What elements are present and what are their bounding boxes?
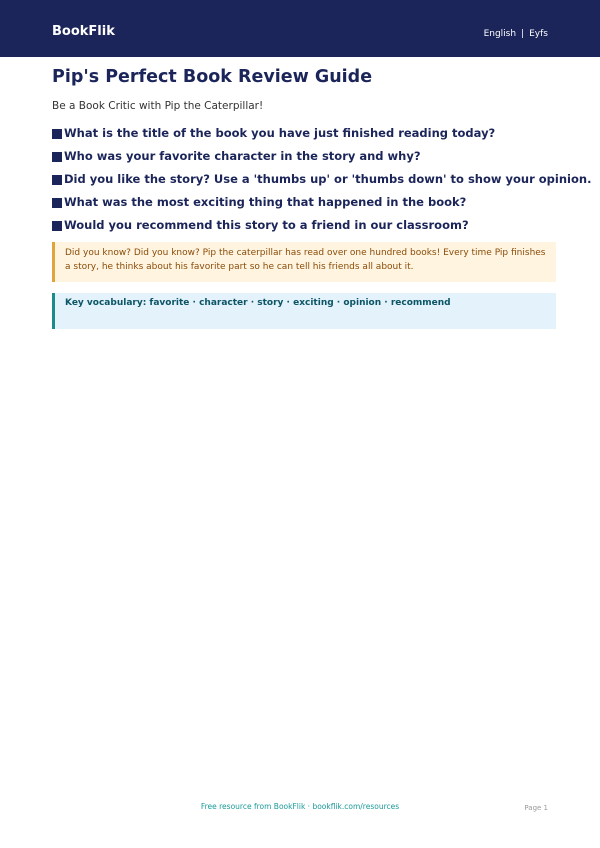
- fun-fact-callout: Did you know? Did you know? Pip the caterpillar has read over one hundred books! Every time Pip finishes a story, he thinks about his favorite part so he can tell his friends all about it.: [52, 242, 556, 282]
- page-subtitle: Be a Book Critic with Pip the Caterpillar!: [52, 100, 264, 112]
- square-bullet-icon: [52, 221, 62, 231]
- meta-separator: |: [521, 29, 525, 39]
- vocabulary-callout: Key vocabulary: favorite · character · story · exciting · opinion · recommend: [52, 293, 556, 329]
- header-bar: [0, 0, 600, 57]
- level-label: Eyfs: [529, 29, 548, 39]
- question-item: [52, 122, 591, 145]
- question-text: What was the most exciting thing that happened in the book?: [64, 195, 467, 209]
- square-bullet-icon: [52, 198, 62, 208]
- header-meta: [484, 28, 548, 40]
- question-text: What is the title of the book you have just finished reading today?: [64, 126, 496, 140]
- square-bullet-icon: [52, 175, 62, 185]
- question-item: [52, 191, 591, 214]
- language-label: English: [483, 29, 517, 39]
- footer-credit[interactable]: Free resource from BookFlik · bookflik.com/resources: [200, 802, 400, 811]
- question-list: [52, 122, 591, 237]
- page-number: Page 1: [524, 804, 548, 812]
- question-item: [52, 145, 591, 168]
- question-item: [52, 214, 591, 237]
- square-bullet-icon: [52, 129, 62, 139]
- page-title: Pip's Perfect Book Review Guide: [52, 67, 373, 87]
- question-text: Did you like the story? Use a 'thumbs up' or 'thumbs down' to show your opinion.: [64, 172, 592, 186]
- question-item: [52, 168, 591, 191]
- question-text: Would you recommend this story to a friend in our classroom?: [64, 218, 469, 232]
- question-text: Who was your favorite character in the story and why?: [64, 149, 421, 163]
- brand-logo[interactable]: BookFlik: [52, 24, 115, 39]
- square-bullet-icon: [52, 152, 62, 162]
